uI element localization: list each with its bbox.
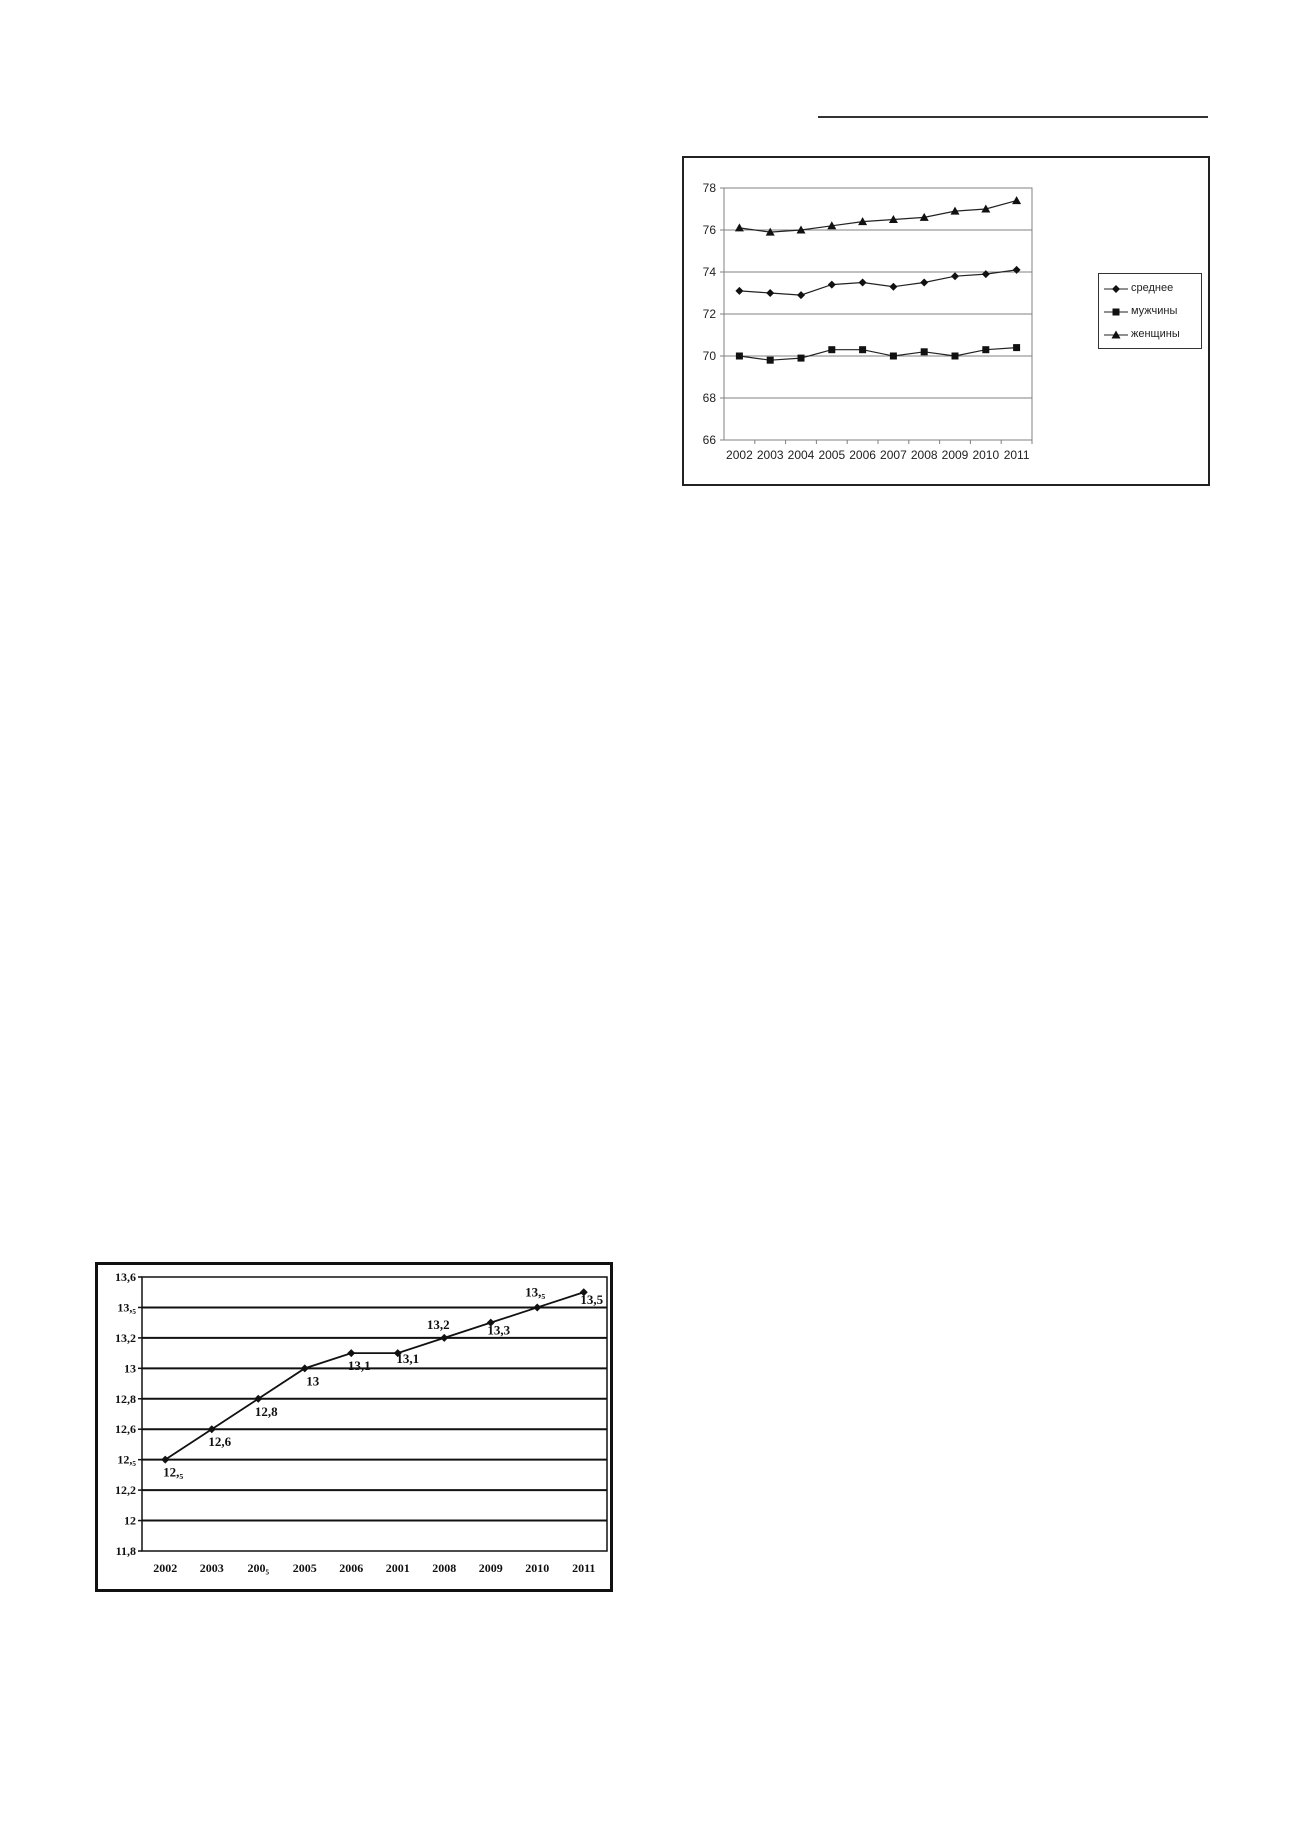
triangle-marker-icon <box>1103 326 1129 344</box>
y-tick-label: 13,6 <box>115 1270 136 1284</box>
trend-plot <box>98 1265 610 1589</box>
data-label: 13,5 <box>580 1292 604 1308</box>
y-tick-label: 12,8 <box>115 1391 136 1406</box>
y-tick-label: 76 <box>702 223 716 237</box>
legend-label-women: женщины <box>1131 328 1180 340</box>
x-tick-label: 2005 <box>292 1561 317 1575</box>
x-tick-label: 2006 <box>849 448 876 462</box>
y-tick-label: 13 <box>124 1361 136 1376</box>
x-tick-label: 2006 <box>339 1561 364 1575</box>
data-point <box>921 348 928 355</box>
x-tick-label: 2003 <box>756 448 784 462</box>
data-label: 13,₅ <box>525 1284 546 1300</box>
y-tick-label: 12,6 <box>115 1422 136 1437</box>
data-point <box>859 346 866 353</box>
y-tick-label: 68 <box>702 391 716 405</box>
x-tick-label: 2010 <box>525 1561 550 1575</box>
x-tick-label: 2009 <box>941 448 969 462</box>
y-tick-label: 11,8 <box>115 1544 136 1558</box>
y-tick-label: 13,2 <box>115 1330 136 1345</box>
data-label: 12,₅ <box>163 1464 184 1480</box>
y-tick-label: 72 <box>702 307 716 321</box>
trend-chart <box>95 1262 613 1592</box>
legend-item-men <box>1103 303 1201 321</box>
data-point <box>736 353 743 360</box>
y-tick-label: 13,₅ <box>117 1300 136 1315</box>
x-tick-label: 2004 <box>787 448 815 462</box>
data-label: 13 <box>306 1373 320 1389</box>
x-tick-label: 200₅ <box>247 1561 270 1575</box>
legend-item-women <box>1103 326 1201 344</box>
data-point <box>767 357 774 364</box>
data-label: 13,3 <box>487 1322 511 1338</box>
y-tick-label: 12,₅ <box>117 1452 136 1467</box>
x-tick-label: 2003 <box>199 1561 224 1575</box>
y-tick-label: 12,2 <box>115 1483 136 1498</box>
data-label: 12,6 <box>208 1434 232 1450</box>
x-tick-label: 2011 <box>1003 448 1030 462</box>
x-tick-label: 2002 <box>153 1561 178 1575</box>
data-point <box>890 353 897 360</box>
x-tick-label: 2005 <box>818 448 846 462</box>
y-tick-label: 66 <box>702 433 716 447</box>
data-label: 13,1 <box>347 1358 371 1374</box>
legend-label-average: среднее <box>1131 282 1174 294</box>
data-point <box>952 353 959 360</box>
x-tick-label: 2009 <box>478 1561 503 1575</box>
life-expectancy-chart <box>682 156 1210 486</box>
data-label: 13,2 <box>426 1316 450 1332</box>
plot-area <box>142 1277 607 1551</box>
x-tick-label: 2008 <box>910 448 938 462</box>
data-label: 12,8 <box>254 1403 278 1419</box>
chart-legend <box>1098 273 1202 349</box>
data-point <box>1013 344 1020 351</box>
y-tick-label: 74 <box>702 265 716 279</box>
header-rule <box>818 116 1208 118</box>
legend-label-men: мужчины <box>1131 305 1178 317</box>
x-tick-label: 2011 <box>572 1561 596 1575</box>
y-tick-label: 78 <box>702 181 716 195</box>
y-tick-label: 12 <box>124 1513 136 1528</box>
legend-item-average <box>1103 280 1201 298</box>
data-point <box>828 346 835 353</box>
square-marker-icon <box>1103 303 1129 321</box>
x-tick-label: 2001 <box>385 1561 410 1575</box>
y-tick-label: 70 <box>702 349 716 363</box>
x-tick-label: 2002 <box>726 448 753 462</box>
data-label: 13,1 <box>396 1351 420 1367</box>
data-point <box>798 355 805 362</box>
x-tick-label: 2007 <box>880 448 907 462</box>
x-tick-label: 2010 <box>972 448 1000 462</box>
diamond-marker-icon <box>1103 280 1129 298</box>
x-tick-label: 2008 <box>432 1561 457 1575</box>
data-point <box>982 346 989 353</box>
